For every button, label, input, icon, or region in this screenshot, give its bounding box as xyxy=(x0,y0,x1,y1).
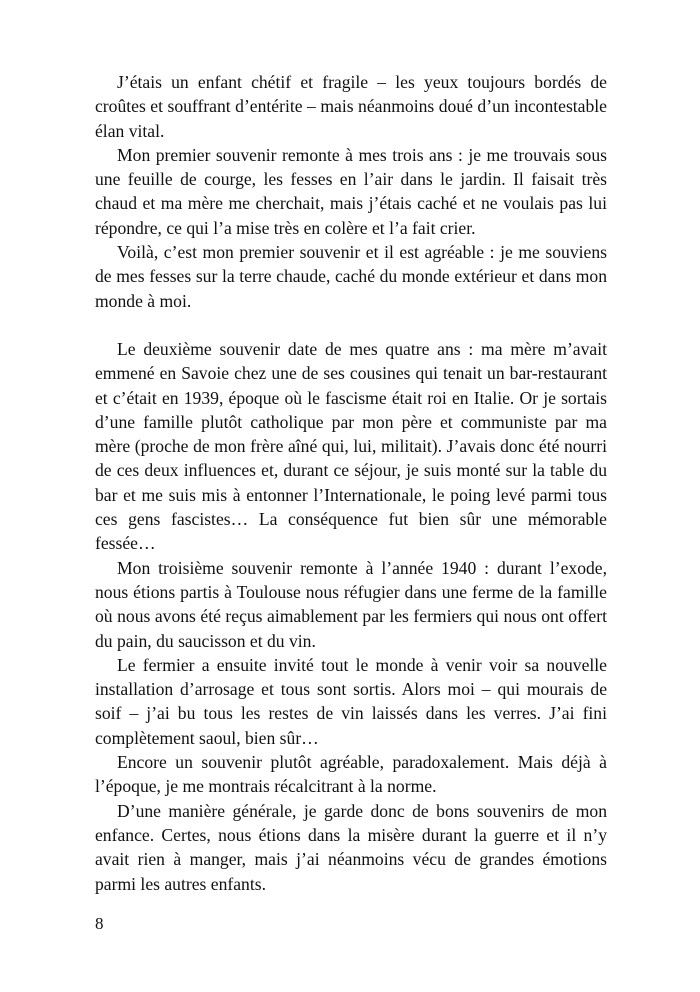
page-body xyxy=(95,70,607,896)
paragraph: Encore un souvenir plutôt agréable, paradoxalement. Mais déjà à l’époque, je me montrais récalcitrant à la norme. xyxy=(95,752,607,797)
paragraph: D’une manière générale, je garde donc de bons souvenirs de mon enfance. Certes, nous étions dans la misère durant la guerre et il n’y avait rien à manger, mais j’ai néanmoins vécu de grandes émotions parmi les autres enfants. xyxy=(95,800,607,894)
page-number: 8 xyxy=(95,914,104,933)
paragraph: Mon troisième souvenir remonte à l’année 1940 : durant l’exode, nous étions partis à Toulouse nous réfugier dans une ferme de la famille où nous avons été reçus aimablement par les fermiers qui nous ont offert du pain, du saucisson et du vin. xyxy=(95,557,607,651)
paragraph: Le deuxième souvenir date de mes quatre ans : ma mère m’avait emmené en Savoie chez une de ses cousines qui tenait un bar-restaurant et c’était en 1939, époque où le fascisme était roi en Italie. Or je sortais d’une famille plutôt catholique par mon père et communiste par ma mère (proche de mon frère aîné qui, lui, militait). J’avais donc été nourri de ces deux influences et, durant ce séjour, je suis monté sur la table du bar et me suis mis à entonner l’Internationale, le poing levé parmi tous ces gens fascistes… La conséquence fut bien sûr une mémorable fessée… xyxy=(95,338,607,554)
paragraph: Le fermier a ensuite invité tout le monde à venir voir sa nouvelle installation d’arrosage et tous sont sortis. Alors moi – qui mourais de soif – j’ai bu tous les restes de vin laissés dans les verres. J’ai fini complètement saoul, bien sûr… xyxy=(95,654,607,748)
paragraph: Voilà, c’est mon premier souvenir et il est agréable : je me souviens de mes fesses sur la terre chaude, caché du monde extérieur et dans mon monde à moi. xyxy=(95,242,607,311)
section-break xyxy=(95,313,607,337)
paragraph: Mon premier souvenir remonte à mes trois ans : je me trouvais sous une feuille de courge, les fesses en l’air dans le jardin. Il faisait très chaud et ma mère me cherchait, mais j’étais caché et ne voulais pas lui répondre, ce qui l’a mise très en colère et l’a fait crier. xyxy=(95,144,607,238)
paragraph: J’étais un enfant chétif et fragile – les yeux toujours bordés de croûtes et souffrant d’entérite – mais néanmoins doué d’un incontestable élan vital. xyxy=(95,72,607,141)
